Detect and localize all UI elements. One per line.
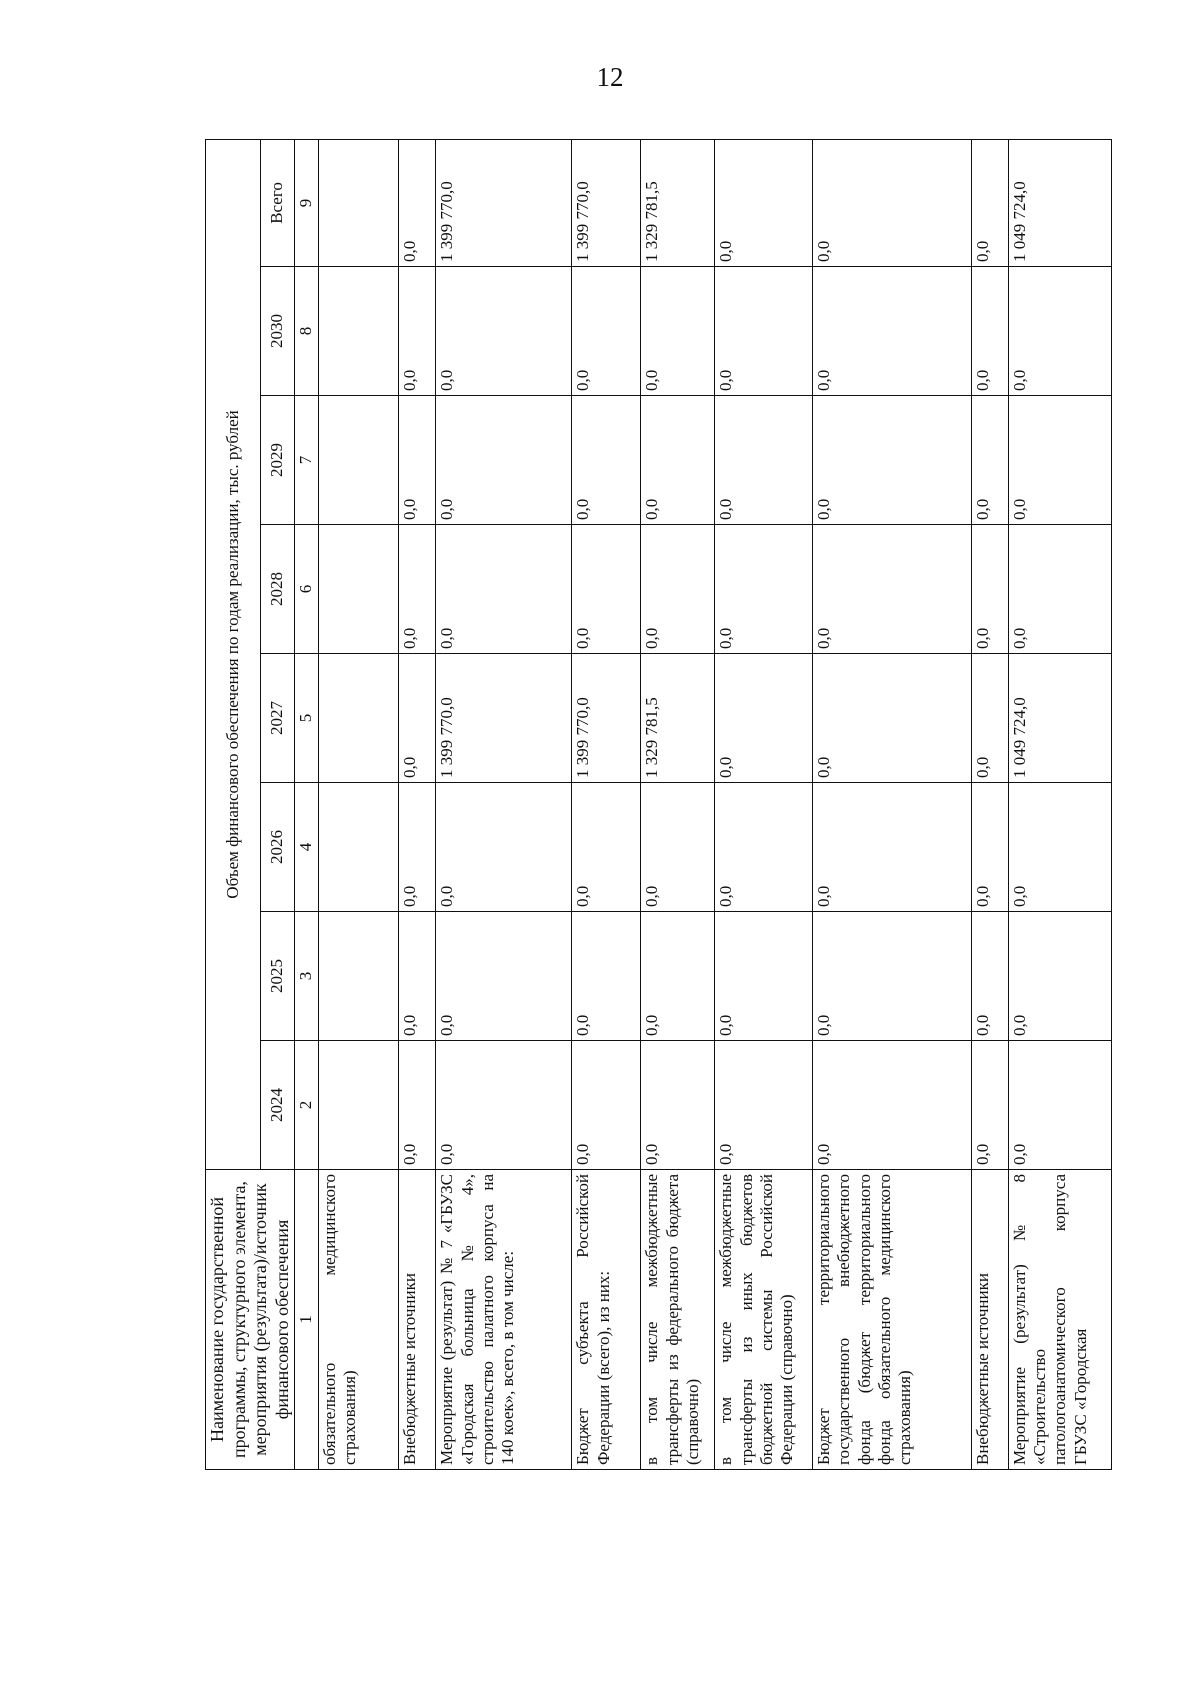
row-name-cell: Мероприятие (результат) № 8 «Строительство патологоанатомического корпуса ГБУЗС «Городская	[1008, 1170, 1112, 1470]
value-cell: 1 329 781,5	[641, 139, 715, 266]
column-number-2: 3	[295, 912, 318, 1041]
year-header-6: 2030	[260, 267, 295, 396]
value-cell: 0,0	[1008, 783, 1112, 912]
value-cell: 0,0	[1008, 396, 1112, 525]
value-cell: 1 399 770,0	[436, 654, 572, 783]
value-cell	[318, 525, 399, 654]
value-cell: 0,0	[1008, 525, 1112, 654]
table-row	[971, 139, 1008, 1469]
value-cell: 1 399 770,0	[436, 139, 572, 266]
value-cell: 0,0	[1008, 912, 1112, 1041]
year-header-4: 2028	[260, 525, 295, 654]
value-cell	[318, 396, 399, 525]
table-row	[436, 139, 572, 1469]
row-name-cell: Внебюджетные источники	[399, 1170, 436, 1470]
value-cell: 0,0	[715, 396, 812, 525]
page-number: 12	[596, 62, 624, 92]
table-row	[1008, 139, 1112, 1469]
table-row	[812, 139, 971, 1469]
value-cell: 0,0	[715, 783, 812, 912]
value-cell: 0,0	[715, 267, 812, 396]
value-cell	[318, 267, 399, 396]
value-cell: 0,0	[436, 396, 572, 525]
value-cell: 0,0	[399, 525, 436, 654]
value-cell: 0,0	[399, 654, 436, 783]
header-volume-cell: Объем финансового обеспечения по годам реализации, тыс. рублей	[206, 139, 261, 1169]
value-cell: 0,0	[812, 912, 971, 1041]
value-cell: 0,0	[812, 783, 971, 912]
value-cell: 0,0	[715, 654, 812, 783]
value-cell: 0,0	[812, 525, 971, 654]
value-cell: 1 399 770,0	[572, 139, 641, 266]
table-row	[715, 139, 812, 1469]
value-cell: 0,0	[436, 267, 572, 396]
value-cell: 1 049 724,0	[1008, 139, 1112, 266]
value-cell: 0,0	[572, 783, 641, 912]
value-cell: 0,0	[572, 267, 641, 396]
value-cell: 0,0	[971, 525, 1008, 654]
value-cell: 0,0	[715, 1041, 812, 1170]
rotated-table-wrapper	[205, 140, 1090, 1470]
value-cell: 0,0	[971, 267, 1008, 396]
value-cell: 0,0	[641, 396, 715, 525]
value-cell: 0,0	[399, 396, 436, 525]
column-number-5: 6	[295, 525, 318, 654]
year-header-2: 2026	[260, 783, 295, 912]
column-number-4: 5	[295, 654, 318, 783]
value-cell: 0,0	[641, 912, 715, 1041]
column-number-8: 9	[295, 139, 318, 266]
table-row	[318, 139, 399, 1469]
value-cell: 0,0	[715, 139, 812, 266]
value-cell	[318, 654, 399, 783]
value-cell: 1 399 770,0	[572, 654, 641, 783]
value-cell: 1 049 724,0	[1008, 654, 1112, 783]
row-name-cell: Бюджет субъекта Российской Федерации (всего), из них:	[572, 1170, 641, 1470]
row-name-cell: в том числе межбюджетные трансферты из федерального бюджета (справочно)	[641, 1170, 715, 1470]
table-row	[399, 139, 436, 1469]
value-cell: 0,0	[641, 267, 715, 396]
value-cell: 0,0	[641, 1041, 715, 1170]
value-cell	[318, 912, 399, 1041]
value-cell: 0,0	[971, 783, 1008, 912]
value-cell: 0,0	[971, 654, 1008, 783]
value-cell	[318, 783, 399, 912]
value-cell: 0,0	[971, 139, 1008, 266]
value-cell: 0,0	[399, 912, 436, 1041]
value-cell: 0,0	[572, 396, 641, 525]
value-cell: 0,0	[812, 654, 971, 783]
column-number-7: 8	[295, 267, 318, 396]
value-cell	[318, 1041, 399, 1170]
value-cell: 0,0	[971, 1041, 1008, 1170]
value-cell: 0,0	[399, 267, 436, 396]
row-name-cell: обязательного медицинского страхования)	[318, 1170, 399, 1470]
value-cell: 0,0	[641, 783, 715, 912]
value-cell: 0,0	[399, 139, 436, 266]
column-number-6: 7	[295, 396, 318, 525]
value-cell: 0,0	[971, 912, 1008, 1041]
value-cell: 0,0	[812, 396, 971, 525]
value-cell: 0,0	[399, 1041, 436, 1170]
value-cell: 0,0	[812, 1041, 971, 1170]
value-cell: 0,0	[812, 139, 971, 266]
value-cell: 0,0	[715, 525, 812, 654]
value-cell: 0,0	[572, 912, 641, 1041]
column-number-3: 4	[295, 783, 318, 912]
column-number-1: 2	[295, 1041, 318, 1170]
year-header-7: Всего	[260, 139, 295, 266]
year-header-1: 2025	[260, 912, 295, 1041]
value-cell: 0,0	[1008, 267, 1112, 396]
value-cell: 0,0	[572, 1041, 641, 1170]
table-row	[572, 139, 641, 1469]
value-cell: 0,0	[436, 783, 572, 912]
column-number-0: 1	[295, 1170, 318, 1470]
value-cell: 0,0	[715, 912, 812, 1041]
value-cell: 0,0	[572, 525, 641, 654]
value-cell: 0,0	[812, 267, 971, 396]
table-row	[641, 139, 715, 1469]
header-name-cell: Наименование государственной программы, структурного элемента, мероприятия (результата)/источник финансового обеспечения	[206, 1170, 295, 1470]
value-cell: 0,0	[436, 1041, 572, 1170]
row-name-cell: Внебюджетные источники	[971, 1170, 1008, 1470]
value-cell: 0,0	[1008, 1041, 1112, 1170]
value-cell: 0,0	[436, 525, 572, 654]
year-header-5: 2029	[260, 396, 295, 525]
value-cell: 0,0	[641, 525, 715, 654]
year-header-3: 2027	[260, 654, 295, 783]
financing-table	[205, 139, 1112, 1470]
value-cell: 0,0	[971, 396, 1008, 525]
row-name-cell: в том числе межбюджетные трансферты из иных бюджетов бюджетной системы Российской Федерации (справочно)	[715, 1170, 812, 1470]
year-header-0: 2024	[260, 1041, 295, 1170]
row-name-cell: Мероприятие (результат) № 7 «ГБУЗС «Городская больница № 4», строительство палатного корпуса на 140 коек», всего, в том числе:	[436, 1170, 572, 1470]
value-cell: 1 329 781,5	[641, 654, 715, 783]
row-name-cell: Бюджет территориального государственного внебюджетного фонда (бюджет территориального фонда обязательного медицинского страхования)	[812, 1170, 971, 1470]
value-cell: 0,0	[399, 783, 436, 912]
value-cell	[318, 139, 399, 266]
value-cell: 0,0	[436, 912, 572, 1041]
